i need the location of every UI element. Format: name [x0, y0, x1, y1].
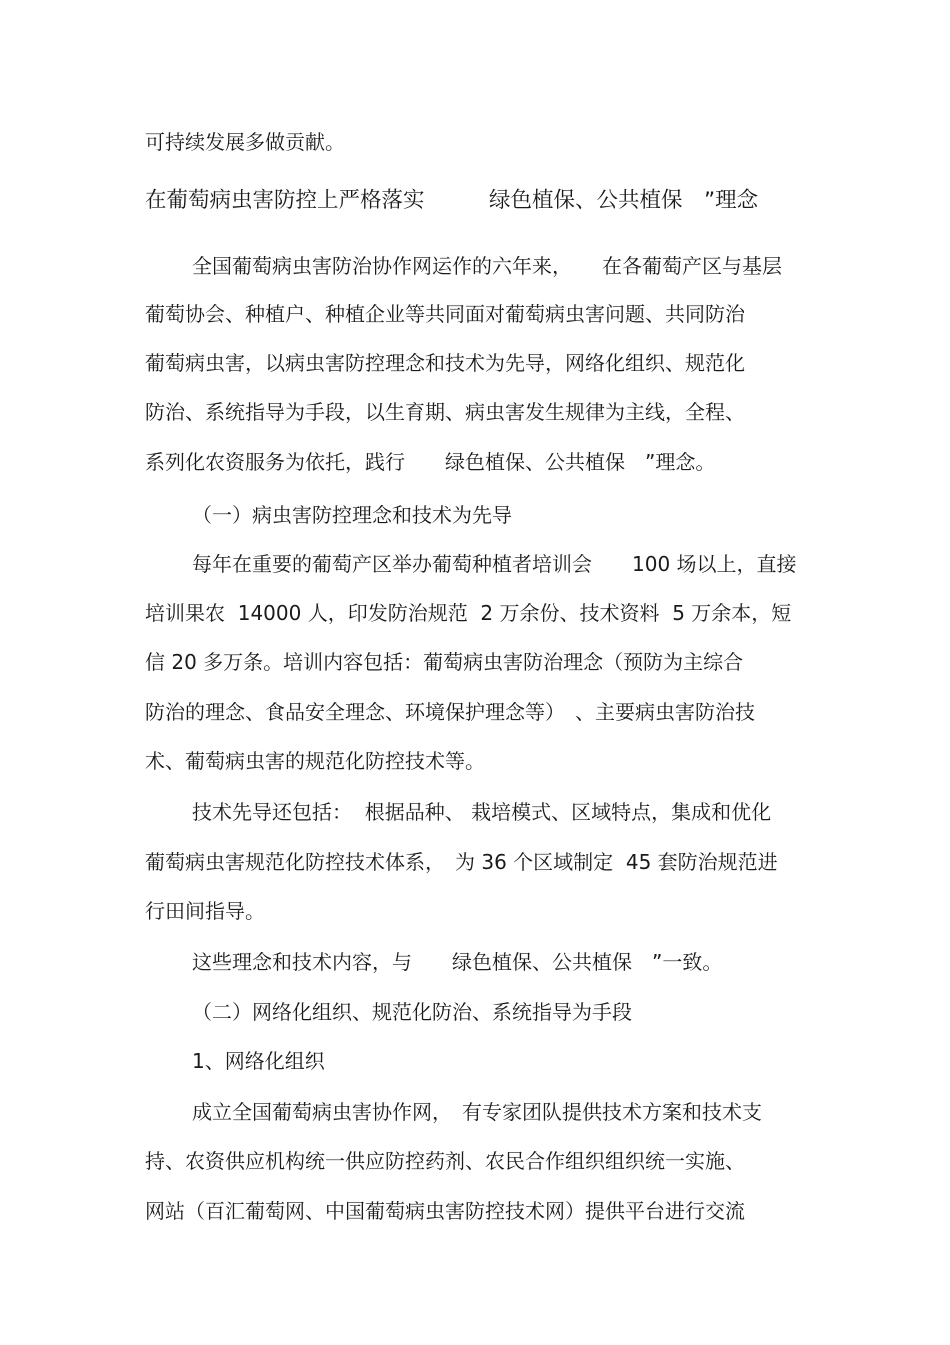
- paragraph-line: 培训果农 14000 人，印发防治规范 2 万余份、技术资料 5 万余本，短: [145, 601, 792, 625]
- paragraph-line: 行田间指导。: [145, 899, 265, 923]
- paragraph-line: 术、葡萄病虫害的规范化防控技术等。: [145, 749, 485, 773]
- list-heading: 1、网络化组织: [192, 1049, 325, 1073]
- paragraph-line: 系列化农资服务为依托，践行 绿色植保、公共植保 ”理念。: [145, 450, 716, 474]
- paragraph-line: 防治的理念、食品安全理念、环境保护理念等） 、主要病虫害防治技: [145, 700, 755, 724]
- paragraph-line: 这些理念和技术内容，与 绿色植保、公共植保 ”一致。: [192, 950, 723, 974]
- paragraph-line: 持、农资供应机构统一供应防控药剂、农民合作组织组织统一实施、: [145, 1149, 745, 1173]
- paragraph-line: 葡萄病虫害规范化防控技术体系， 为 36 个区域制定 45 套防治规范进: [145, 850, 778, 874]
- paragraph-line: 葡萄病虫害，以病虫害防控理念和技术为先导，网络化组织、规范化: [145, 351, 745, 375]
- subsection-heading: （二）网络化组织、规范化防治、系统指导为手段: [192, 1000, 632, 1024]
- section-heading: 在葡萄病虫害防控上严格落实 绿色植保、公共植保 ”理念: [145, 188, 759, 213]
- paragraph-line: 可持续发展多做贡献。: [145, 130, 345, 154]
- subsection-heading: （一）病虫害防控理念和技术为先导: [192, 503, 512, 527]
- paragraph-line: 成立全国葡萄病虫害协作网， 有专家团队提供技术方案和技术支: [192, 1100, 762, 1124]
- paragraph-line: 每年在重要的葡萄产区举办葡萄种植者培训会 100 场以上，直接: [192, 552, 797, 576]
- paragraph-line: 全国葡萄病虫害防治协作网运作的六年来， 在各葡萄产区与基层: [192, 254, 782, 278]
- paragraph-line: 技术先导还包括： 根据品种、 栽培模式、区域特点，集成和优化: [192, 800, 772, 824]
- paragraph-line: 网站（百汇葡萄网、中国葡萄病虫害防控技术网）提供平台进行交流: [145, 1199, 745, 1223]
- paragraph-line: 信 20 多万条。培训内容包括：葡萄病虫害防治理念（预防为主综合: [145, 650, 744, 674]
- paragraph-line: 葡萄协会、种植户、种植企业等共同面对葡萄病虫害问题、共同防治: [145, 302, 745, 326]
- paragraph-line: 防治、系统指导为手段，以生育期、病虫害发生规律为主线，全程、: [145, 400, 745, 424]
